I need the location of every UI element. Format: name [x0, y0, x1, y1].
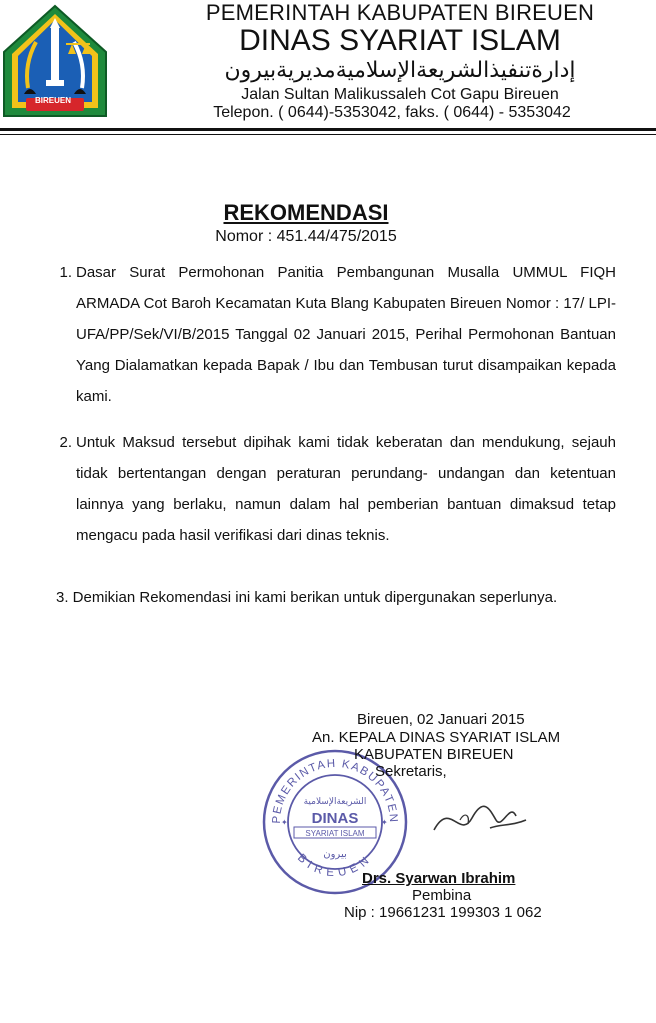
stamp-star-right: ✦ — [381, 818, 388, 827]
letterhead-department: DINAS SYARIAT ISLAM — [239, 24, 561, 57]
stamp-ring-text: PEMERINTAH KABUPATEN — [270, 757, 400, 824]
signatory-rank: Pembina — [412, 887, 472, 904]
document-title: REKOMENDASI — [223, 200, 389, 225]
stamp-bottom-text: BIREUEN — [294, 851, 376, 880]
letterhead-address: Jalan Sultan Malikussaleh Cot Gapu Bireuen — [241, 86, 559, 103]
letterhead-divider-thin — [0, 134, 656, 135]
item-1-text: Dasar Surat Permohonan Panitia Pembangunan Musalla UMMUL FIQH ARMADA Cot Baroh Kecamatan Kuta Blang Kabupaten Bireuen Nomor : 17/ LPI-UFA/PP/Sek/VI/B/2015 Tanggal 02 Januari 2015, Perihal Permohonan Bantuan Yang Dialamatkan kepada Bapak / Ibu dan Tembusan turut disampaikan kepada kami. — [76, 264, 616, 405]
signature-position: Sekretaris, — [375, 763, 447, 780]
logo-banner-text: BIREUEN — [34, 96, 71, 105]
document-number: Nomor : 451.44/475/2015 — [215, 228, 397, 245]
item-2-text: Untuk Maksud tersebut dipihak kami tidak keberatan dan mendukung, sejauh tidak bertentangan dengan peraturan perundang- undangan dan ketentuan lainnya yang berlaku, namun dalam hal pemberian bantuan dimaksud tetap mengacu pada hasil verifikasi dari dinas teknis. — [76, 434, 616, 544]
item-3-text: 3. Demikian Rekomendasi ini kami berikan untuk dipergunakan seperlunya. — [56, 589, 558, 606]
letterhead-department-arabic: إدارةتنفيذالشريعةالإسلاميةمديريةبيرون — [224, 58, 576, 83]
stamp-center: DINAS — [311, 810, 359, 827]
stamp-arabic-top: الشريعةالإسلامية — [303, 797, 367, 807]
stamp-star-left: ✦ — [281, 818, 288, 827]
signatory-nip: Nip : 19661231 199303 1 062 — [344, 904, 542, 921]
signature-role: An. KEPALA DINAS SYARIAT ISLAM — [312, 729, 561, 746]
letterhead-contact: Telepon. ( 0644)-5353042, faks. ( 0644) - 5353042 — [213, 104, 571, 121]
letterhead-government: PEMERINTAH KABUPATEN BIREUEN — [205, 0, 595, 25]
stamp-arabic-bottom: بيرون — [323, 849, 347, 860]
signatory-name: Drs. Syarwan Ibrahim — [362, 870, 516, 887]
item-2-number: 2. — [59, 434, 72, 451]
stamp-banner: SYARIAT ISLAM — [305, 829, 365, 838]
handwritten-signature — [430, 790, 530, 850]
item-1-number: 1. — [59, 264, 72, 281]
signature-place-date: Bireuen, 02 Januari 2015 — [357, 711, 525, 728]
signature-region: KABUPATEN BIREUEN — [354, 746, 514, 763]
letterhead-divider-thick — [0, 128, 656, 131]
